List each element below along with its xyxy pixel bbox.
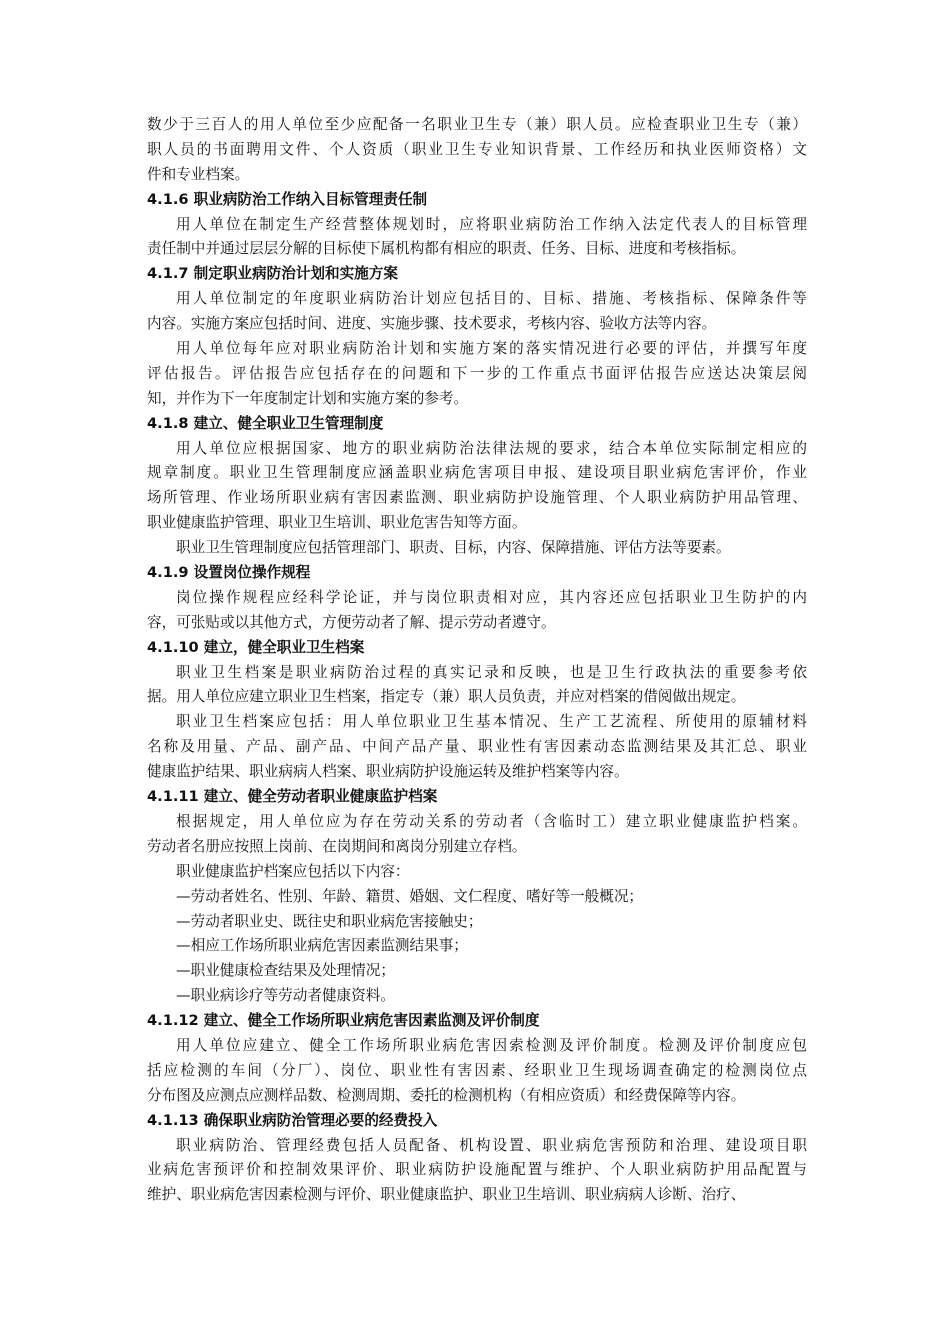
text-line: 职业卫生档案是职业病防治过程的真实记录和反映，也是卫生行政执法的重要参考依	[176, 663, 807, 681]
text-line: 职业卫生档案应包括：用人单位职业卫生基本情况、生产工艺流程、所使用的原辅材料	[176, 713, 807, 731]
paragraph	[147, 1034, 807, 1109]
text-line: 知，并作为下一年度制定计划和实施方案的参考。	[147, 389, 469, 407]
paragraph	[147, 959, 807, 984]
paragraph	[147, 860, 807, 885]
paragraph	[147, 710, 807, 785]
paragraph	[147, 586, 807, 636]
text-line: 容，可张贴或以其他方式，方便劳动者了解、提示劳动者遵守。	[147, 613, 556, 631]
text-line: 用人单位应建立、健全工作场所职业病危害因索检测及评价制度。检测及评价制度应包	[176, 1036, 807, 1054]
text-line: 名称及用量、产品、副产品、中间产品产量、职业性有害因素动态监测结果及其汇总、职业	[147, 738, 807, 756]
heading-text: 4.1.10 建立，健全职业卫生档案	[147, 638, 365, 656]
paragraph	[147, 213, 807, 263]
text-line: 用人单位在制定生产经营整体规划时，应将职业病防治工作纳入法定代表人的目标管理	[176, 215, 807, 233]
section-heading	[147, 412, 807, 437]
text-line: 业病危害预评价和控制效果评价、职业病防护设施配置与维护、个人职业病防护用品配置与	[147, 1161, 807, 1179]
text-line: 括应检测的车间（分厂）、岗位、职业性有害因素、经职业卫生现场调查确定的检测岗位点	[147, 1061, 807, 1079]
text-line: 用人单位应根据国家、地方的职业病防治法律法规的要求，结合本单位实际制定相应的	[176, 439, 807, 457]
paragraph	[147, 910, 807, 935]
paragraph	[147, 337, 807, 412]
text-line: 根据规定，用人单位应为存在劳动关系的劳动者（含临时工）建立职业健康监护档案。	[176, 812, 807, 830]
text-line: 职业病防治、管理经费包括人员配备、机构设置、职业病危害预防和治理、建设项目职	[176, 1136, 807, 1154]
paragraph	[147, 984, 807, 1009]
paragraph	[147, 810, 807, 860]
text-line: —劳动者姓名、性别、年龄、籍贯、婚姻、文仁程度、嗜好等一般概况；	[176, 887, 644, 905]
text-line: 分布图及应测点应测样品数、检测周期、委托的检测机构（有相应资质）和经费保障等内容。	[147, 1086, 746, 1104]
section-heading	[147, 636, 807, 661]
text-line: 用人单位制定的年度职业病防治计划应包括目的、目标、措施、考核指标、保障条件等	[176, 290, 807, 308]
text-line: —职业病诊疗等劳动者健康资料。	[176, 987, 395, 1005]
paragraph	[147, 113, 807, 188]
heading-text: 4.1.8 建立、健全职业卫生管理制度	[147, 414, 384, 432]
text-line: 职人员的书面聘用文件、个人资质（职业卫生专业知识背景、工作经历和执业医师资格）文	[147, 140, 807, 158]
section-heading	[147, 561, 807, 586]
paragraph	[147, 536, 807, 561]
paragraph	[147, 287, 807, 337]
text-line: —职业健康检查结果及处理情况；	[176, 962, 395, 980]
heading-text: 4.1.9 设置岗位操作规程	[147, 564, 311, 582]
paragraph	[147, 437, 807, 537]
text-line: 评估报告。评估报告应包括存在的问题和下一步的工作重点书面评估报告应送达决策层阅	[147, 364, 807, 382]
section-heading	[147, 785, 807, 810]
text-line: —相应工作场所职业病危害因素监测结果事；	[176, 937, 468, 955]
text-line: 职业卫生管理制度应包括管理部门、职责、目标，内容、保障措施、评估方法等要素。	[176, 539, 731, 557]
text-line: 场所管理、作业场所职业病有害因素监测、职业病防护设施管理、个人职业病防护用品管理、	[147, 489, 807, 507]
text-line: 规章制度。职业卫生管理制度应涵盖职业病危害项目申报、建设项目职业病危害评价，作业	[147, 464, 807, 482]
text-line: 用人单位每年应对职业病防治计划和实施方案的落实情况进行必要的评估，并撰写年度	[176, 340, 807, 358]
text-line: 健康监护结果、职业病病人档案、职业病防护设施运转及维护档案等内容。	[147, 763, 629, 781]
text-line: 岗位操作规程应经科学论证，并与岗位职责相对应，其内容还应包括职业卫生防护的内	[176, 588, 807, 606]
heading-text: 4.1.12 建立、健全工作场所职业病危害因素监测及评价制度	[147, 1012, 540, 1030]
document-page	[147, 113, 807, 1208]
text-line: 责任制中并通过层层分解的目标使下属机构都有相应的职责、任务、目标、进度和考核指标。	[147, 240, 746, 258]
paragraph	[147, 885, 807, 910]
paragraph	[147, 1134, 807, 1209]
text-line: 维护、职业病危害因素检测与评价、职业健康监护、职业卫生培训、职业病病人诊断、治疗、	[147, 1186, 746, 1204]
text-line: 劳动者名册应按照上岗前、在岗期间和离岗分别建立存档。	[147, 837, 527, 855]
heading-text: 4.1.7 制定职业病防治计划和实施方案	[147, 265, 398, 283]
section-heading	[147, 262, 807, 287]
text-line: 职业健康监护档案应包括以下内容：	[176, 862, 410, 880]
section-heading	[147, 1009, 807, 1034]
paragraph	[147, 661, 807, 711]
text-line: 据。用人单位应建立职业卫生档案，指定专（兼）职人员负责，并应对档案的借阅做出规定。	[147, 688, 746, 706]
section-heading	[147, 1109, 807, 1134]
text-line: 内容。实施方案应包括时间、进度、实施步骤、技术要求，考核内容、验收方法等内容。	[147, 315, 717, 333]
heading-text: 4.1.6 职业病防治工作纳入目标管理责任制	[147, 190, 428, 208]
text-line: 数少于三百人的用人单位至少应配备一名职业卫生专（兼）职人员。应检查职业卫生专（兼）	[147, 116, 807, 133]
heading-text: 4.1.11 建立、健全劳动者职业健康监护档案	[147, 788, 438, 806]
text-line: 件和专业档案。	[147, 165, 250, 183]
text-line: —劳动者职业史、既往史和职业病危害接触史；	[176, 912, 483, 930]
heading-text: 4.1.13 确保职业病防治管理必要的经费投入	[147, 1111, 438, 1129]
section-heading	[147, 188, 807, 213]
text-line: 职业健康监护管理、职业卫生培训、职业危害告知等方面。	[147, 514, 527, 532]
paragraph	[147, 934, 807, 959]
